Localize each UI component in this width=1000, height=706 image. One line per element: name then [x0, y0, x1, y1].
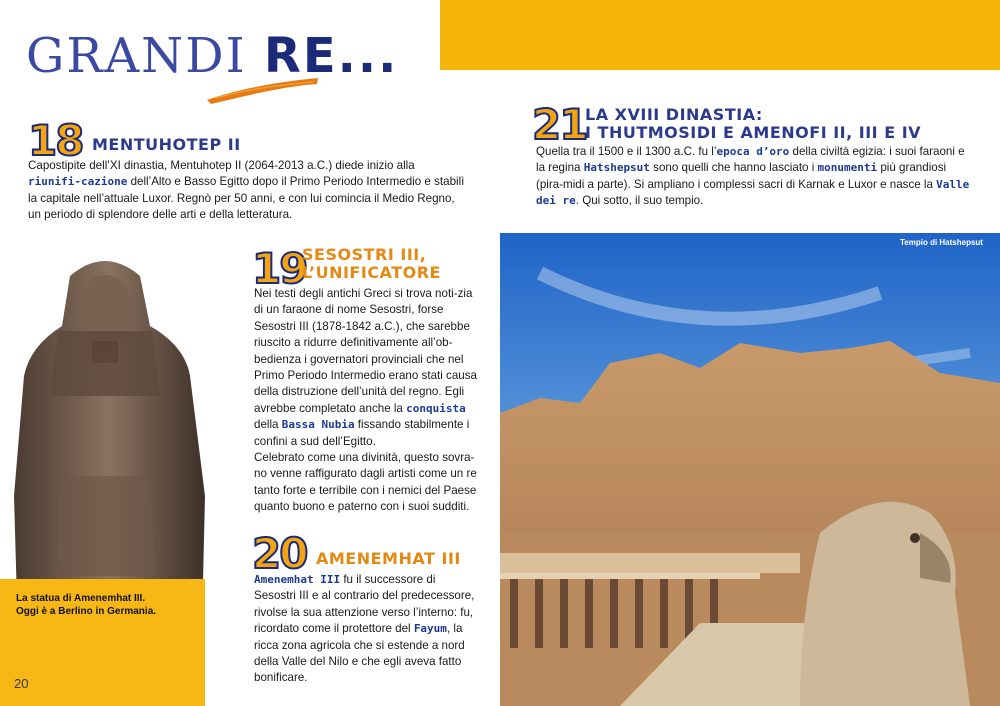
section-title-xviii-dinastia: LA XVIII DINASTIA: I THUTMOSIDI E AMENOFI II, III E IV	[585, 105, 922, 142]
section-number-20: 20	[252, 529, 307, 578]
section-number-18: 18	[28, 116, 83, 165]
section-number-21: 21	[532, 100, 587, 149]
page-number: 20	[14, 676, 29, 691]
section-text-xviii-dinastia: Quella tra il 1500 e il 1300 a.C. fu l’epoca d’oro della civiltà egizia: i suoi faraoni e la regina Hatshepsut sono quelli che hanno lasciato i monumenti più grandiosi (pira-midi a parte). Si ampliano i complessi sacri di Karnak e Luxor e nasce la Valle dei re. Qui sotto, il suo tempio.	[536, 145, 970, 208]
section-text-amenemhat: Amenemhat III fu il successore di Sesostri III e al contrario del predecessore, rivolse la sua attenzione verso l’interno: fu, ricordato come il protettore del Fayum, la ricca zona agricola che si estende a nord della Valle del Nilo e che egli aveva fatto bonificare.	[254, 573, 475, 685]
title-re: RE...	[263, 28, 399, 84]
section-text-sesostri: Nei testi degli antichi Greci si trova noti-zia di un faraone di nome Sesostri, forse Sesostri III (1878-1842 a.C.), che sarebbe riuscito a ridurre definitivamente all’ob-bedienza i governatori provinciali che nel Primo Periodo Intermedio erano stati causa della distruzione dell’unità del regno. Egli avrebbe completato anche la conquista della Bassa Nubia fissando stabilmente i confini a sud dell’Egitto. Celebrato come una divinità, questo sovra-no venne raffigurato dagli artisti come un re tanto forte e terribile con i nemici del Paese quanto buono e paterno con i suoi sudditi.	[254, 287, 477, 514]
brush-stroke-decoration	[205, 76, 320, 106]
header-yellow-band	[440, 0, 1000, 70]
title-grandi: GRANDI	[26, 28, 264, 84]
section-text-mentuhotep: Capostipite dell’XI dinastia, Mentuhotep II (2064-2013 a.C.) diede inizio alla riunifi-cazione dell’Alto e Basso Egitto dopo il Primo Periodo Intermedio e stabilì la capitale nell’attuale Luxor. Regnò per 50 anni, e con lui comincia il Medio Regno, un periodo di splendore delle arti e della letteratura.	[28, 159, 465, 222]
temple-hatshepsut-image	[500, 233, 1000, 706]
section-title-amenemhat: AMENEMHAT III	[316, 549, 461, 568]
temple-image-label: Tempio di Hatshepsut	[900, 238, 983, 247]
section-title-sesostri: SESOSTRI III, L’UNIFICATORE	[302, 245, 441, 282]
statue-caption: La statua di Amenemhat III. Oggi è a Berlino in Germania.	[16, 593, 157, 617]
section-title-mentuhotep: MENTUHOTEP II	[92, 135, 241, 154]
section-number-19: 19	[252, 244, 307, 293]
